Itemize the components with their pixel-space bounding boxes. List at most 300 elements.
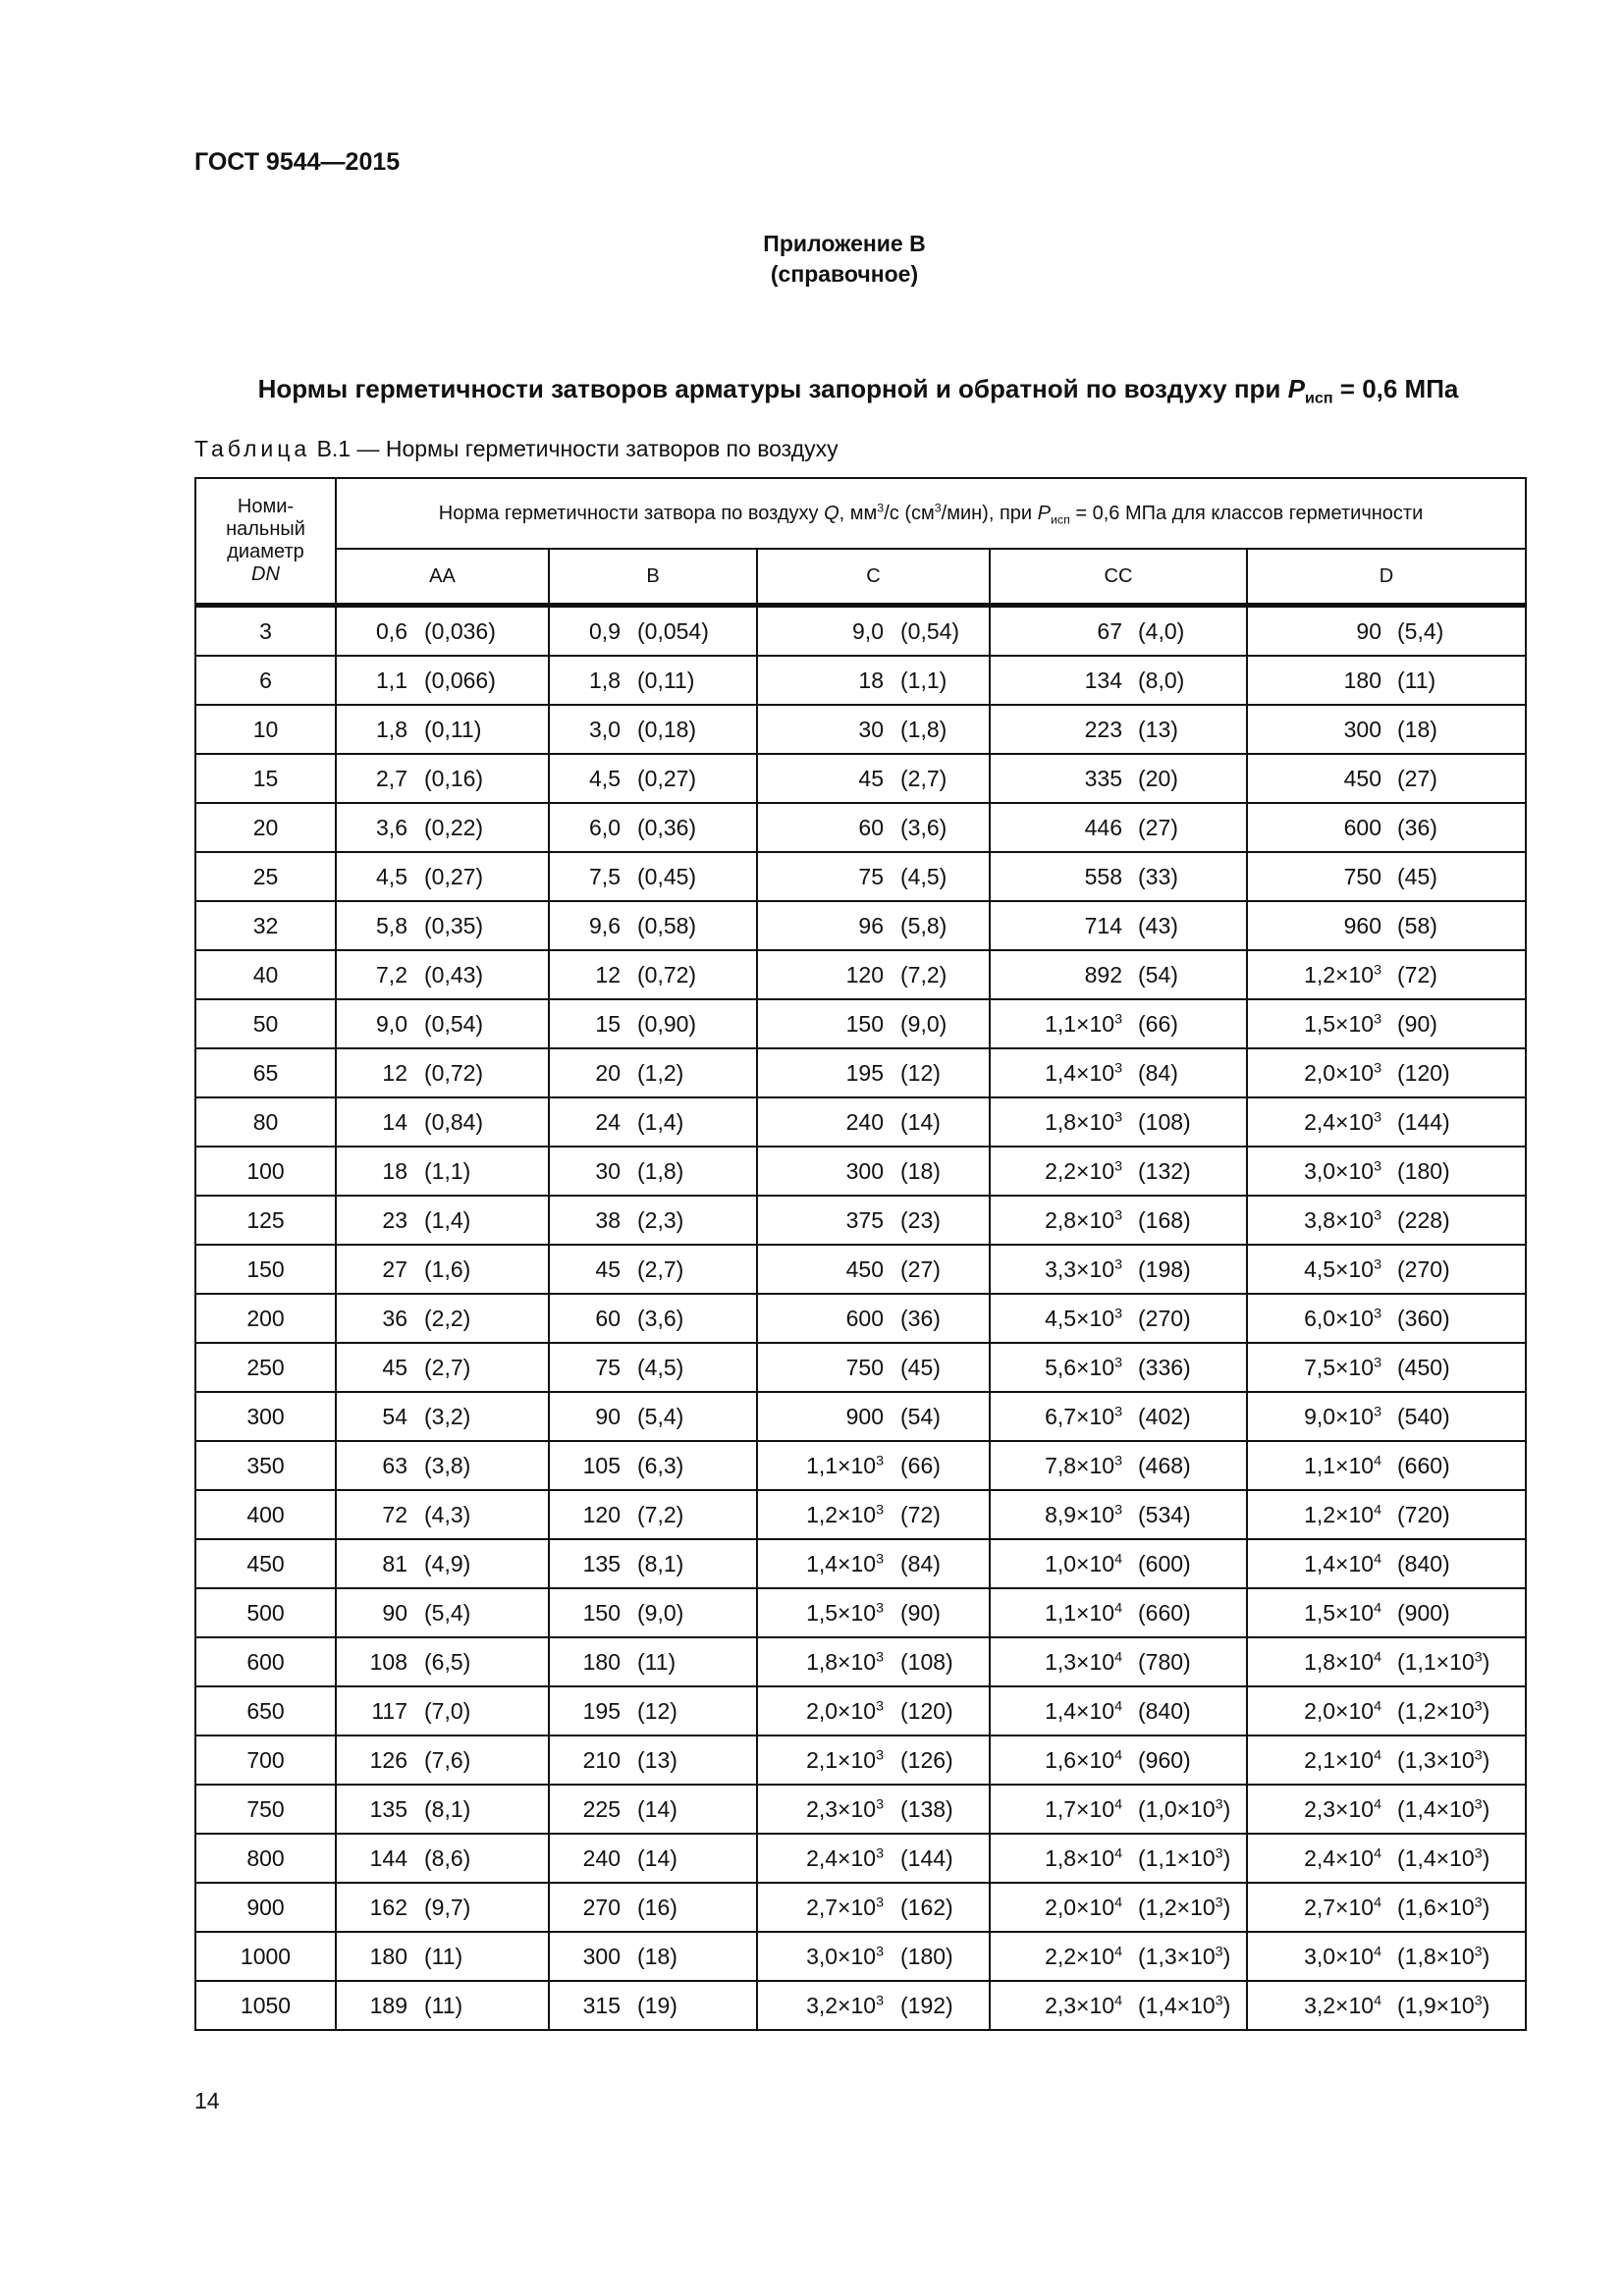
table-row xyxy=(195,1048,1526,1097)
value-cm3-per-min: (402) xyxy=(1138,1403,1191,1429)
value-mm3-per-s: 750 xyxy=(1343,863,1381,889)
cell-class-b xyxy=(549,999,757,1048)
value-cm3-per-min: (180) xyxy=(1397,1157,1450,1184)
value-cm3-per-min: (3,6) xyxy=(900,814,947,840)
value-cm3-per-min: (600) xyxy=(1138,1550,1191,1576)
value-cm3-per-min: (1,8) xyxy=(637,1157,684,1184)
value-mm3-per-s: 30 xyxy=(858,716,884,742)
cell-class-aa xyxy=(336,1147,549,1196)
tightness-table xyxy=(194,477,1527,2031)
value-cm3-per-min: $(1,8\times 10^3)$ xyxy=(1397,1943,1490,1969)
cell-class-d xyxy=(1247,1343,1526,1392)
table-row xyxy=(195,1392,1526,1441)
table-row xyxy=(195,1539,1526,1588)
value-mm3-per-s: $3,0\times 10^4$ xyxy=(1304,1943,1381,1969)
value-mm3-per-s: $3,0\times 10^3$ xyxy=(806,1943,884,1969)
table-row xyxy=(195,1294,1526,1343)
cell-class-cc xyxy=(990,1981,1247,2030)
cell-class-b xyxy=(549,1147,757,1196)
dn-header-symbol: DN xyxy=(251,563,280,585)
value-mm3-per-s: 134 xyxy=(1084,667,1122,693)
cell-dn: 15 xyxy=(195,754,336,803)
value-cm3-per-min: $(1,4\times 10^3)$ xyxy=(1397,1844,1490,1871)
title-p-subscript: исп xyxy=(1304,389,1333,407)
cell-class-b xyxy=(549,1686,757,1735)
value-mm3-per-s: $2,4\times 10^4$ xyxy=(1304,1844,1381,1871)
cell-class-c xyxy=(757,999,990,1048)
cell-dn: 20 xyxy=(195,803,336,852)
value-mm3-per-s: $1,5\times 10^3$ xyxy=(806,1599,884,1626)
value-mm3-per-s: $2,0\times 10^3$ xyxy=(806,1697,884,1724)
value-mm3-per-s: 105 xyxy=(582,1452,621,1478)
value-mm3-per-s: 0,9 xyxy=(589,617,621,644)
value-cm3-per-min: (14) xyxy=(637,1795,677,1822)
value-cm3-per-min: (11) xyxy=(1397,667,1436,693)
cell-class-c xyxy=(757,1441,990,1490)
value-mm3-per-s: $8,9\times 10^3$ xyxy=(1045,1501,1122,1527)
value-mm3-per-s: 90 xyxy=(595,1403,621,1429)
value-mm3-per-s: $2,1\times 10^3$ xyxy=(806,1746,884,1773)
value-cm3-per-min: (720) xyxy=(1397,1501,1450,1527)
value-mm3-per-s: 9,0 xyxy=(852,617,884,644)
cell-dn: 300 xyxy=(195,1392,336,1441)
value-mm3-per-s: 72 xyxy=(382,1501,407,1527)
value-mm3-per-s: $7,8\times 10^3$ xyxy=(1045,1452,1122,1478)
norm-column-header xyxy=(336,478,1526,549)
table-row xyxy=(195,1637,1526,1686)
cell-class-c xyxy=(757,1097,990,1147)
value-cm3-per-min: (90) xyxy=(900,1599,941,1626)
value-cm3-per-min: (2,3) xyxy=(637,1206,684,1233)
cell-class-b xyxy=(549,1834,757,1883)
cell-dn: 6 xyxy=(195,656,336,705)
cell-class-cc xyxy=(990,1048,1247,1097)
cell-class-d xyxy=(1247,1245,1526,1294)
value-cm3-per-min: (120) xyxy=(1397,1059,1450,1086)
page-title xyxy=(194,374,1522,407)
cell-class-d xyxy=(1247,1294,1526,1343)
table-row xyxy=(195,1785,1526,1834)
cell-class-aa xyxy=(336,656,549,705)
value-mm3-per-s: $1,4\times 10^4$ xyxy=(1045,1697,1122,1724)
value-cm3-per-min: (58) xyxy=(1397,912,1437,938)
value-mm3-per-s: 117 xyxy=(371,1697,407,1724)
cell-class-c xyxy=(757,1294,990,1343)
value-cm3-per-min: (0,22) xyxy=(424,814,484,840)
cell-dn: 200 xyxy=(195,1294,336,1343)
cell-class-b xyxy=(549,1097,757,1147)
value-cm3-per-min: (132) xyxy=(1138,1157,1191,1184)
cell-class-d xyxy=(1247,1490,1526,1539)
class-header-b: В xyxy=(549,549,757,606)
value-cm3-per-min: (3,6) xyxy=(637,1305,684,1331)
value-mm3-per-s: 240 xyxy=(845,1108,884,1135)
cell-class-d xyxy=(1247,1588,1526,1637)
cell-class-d xyxy=(1247,852,1526,901)
value-mm3-per-s: 750 xyxy=(845,1354,884,1380)
cell-class-aa xyxy=(336,852,549,901)
cell-class-cc xyxy=(990,656,1247,705)
standard-code: ГОСТ 9544—2015 xyxy=(194,148,401,176)
value-mm3-per-s: $1,1\times 10^3$ xyxy=(1045,1010,1122,1037)
value-mm3-per-s: $2,3\times 10^4$ xyxy=(1304,1795,1381,1822)
cell-class-cc xyxy=(990,1441,1247,1490)
value-cm3-per-min: (0,066) xyxy=(424,667,496,693)
value-cm3-per-min: (3,8) xyxy=(424,1452,471,1478)
cell-class-cc xyxy=(990,803,1247,852)
value-cm3-per-min: (1,1) xyxy=(900,667,947,693)
value-cm3-per-min: (0,54) xyxy=(424,1010,484,1037)
value-mm3-per-s: 75 xyxy=(595,1354,621,1380)
value-mm3-per-s: $2,8\times 10^3$ xyxy=(1045,1206,1122,1233)
value-mm3-per-s: 6,0 xyxy=(589,814,621,840)
value-cm3-per-min: $(1,2\times 10^3)$ xyxy=(1138,1894,1231,1920)
value-mm3-per-s: $1,4\times 10^3$ xyxy=(1045,1059,1122,1086)
value-cm3-per-min: (0,16) xyxy=(424,765,484,791)
value-mm3-per-s: 12 xyxy=(595,961,621,988)
value-cm3-per-min: (900) xyxy=(1397,1599,1450,1626)
cell-class-d xyxy=(1247,1834,1526,1883)
value-mm3-per-s: 189 xyxy=(369,1992,407,2018)
cell-dn: 700 xyxy=(195,1735,336,1785)
cell-class-cc xyxy=(990,705,1247,754)
cell-class-d xyxy=(1247,754,1526,803)
cell-class-c xyxy=(757,803,990,852)
value-mm3-per-s: 180 xyxy=(369,1943,407,1969)
cell-class-d xyxy=(1247,1981,1526,2030)
table-row xyxy=(195,901,1526,950)
value-cm3-per-min: (660) xyxy=(1138,1599,1191,1626)
cell-class-aa xyxy=(336,1686,549,1735)
value-mm3-per-s: 135 xyxy=(582,1550,621,1576)
cell-class-b xyxy=(549,1441,757,1490)
cell-class-c xyxy=(757,656,990,705)
cell-class-aa xyxy=(336,1981,549,2030)
cell-class-b xyxy=(549,1196,757,1245)
norm-header-text: /мин), при xyxy=(941,502,1038,524)
norm-header-text: = 0,6 МПа для классов герметичности xyxy=(1069,502,1424,524)
value-mm3-per-s: $2,4\times 10^3$ xyxy=(806,1844,884,1871)
value-cm3-per-min: (4,9) xyxy=(424,1550,471,1576)
value-cm3-per-min: (4,5) xyxy=(900,863,947,889)
cell-class-aa xyxy=(336,1539,549,1588)
value-mm3-per-s: $1,2\times 10^3$ xyxy=(806,1501,884,1527)
value-mm3-per-s: 4,5 xyxy=(589,765,621,791)
table-row xyxy=(195,1686,1526,1735)
value-cm3-per-min: (144) xyxy=(900,1844,953,1871)
appendix-label: Приложение В xyxy=(763,231,926,256)
value-cm3-per-min: (840) xyxy=(1397,1550,1450,1576)
value-mm3-per-s: $1,7\times 10^4$ xyxy=(1045,1795,1122,1822)
value-cm3-per-min: (3,2) xyxy=(424,1403,471,1429)
cell-dn: 65 xyxy=(195,1048,336,1097)
value-cm3-per-min: (534) xyxy=(1138,1501,1191,1527)
cell-class-aa xyxy=(336,1048,549,1097)
value-mm3-per-s: $2,4\times 10^3$ xyxy=(1304,1108,1381,1135)
value-mm3-per-s: $1,1\times 10^3$ xyxy=(806,1452,884,1478)
value-cm3-per-min: (4,3) xyxy=(424,1501,471,1527)
cell-dn: 3 xyxy=(195,606,336,657)
value-cm3-per-min: (2,7) xyxy=(900,765,947,791)
cell-class-b xyxy=(549,606,757,657)
value-mm3-per-s: 300 xyxy=(1343,716,1381,742)
value-mm3-per-s: $2,0\times 10^4$ xyxy=(1304,1697,1381,1724)
norm-header-p-subscript: исп xyxy=(1050,511,1070,526)
value-mm3-per-s: $2,0\times 10^3$ xyxy=(1304,1059,1381,1086)
page-number: 14 xyxy=(194,2088,220,2113)
cell-class-d xyxy=(1247,1686,1526,1735)
value-mm3-per-s: 45 xyxy=(858,765,884,791)
cell-class-b xyxy=(549,705,757,754)
value-mm3-per-s: $1,1\times 10^4$ xyxy=(1045,1599,1122,1626)
value-cm3-per-min: (1,4) xyxy=(637,1108,684,1135)
value-cm3-per-min: (7,6) xyxy=(424,1746,471,1773)
value-mm3-per-s: 892 xyxy=(1084,961,1122,988)
value-mm3-per-s: 120 xyxy=(845,961,884,988)
table-row xyxy=(195,999,1526,1048)
value-mm3-per-s: 45 xyxy=(595,1255,621,1282)
norm-header-text: , мм xyxy=(839,502,878,524)
cell-class-aa xyxy=(336,1245,549,1294)
cell-class-aa xyxy=(336,950,549,999)
dn-header-line: диаметр xyxy=(227,541,304,562)
cell-class-b xyxy=(549,656,757,705)
value-mm3-per-s: 900 xyxy=(845,1403,884,1429)
cell-class-c xyxy=(757,1490,990,1539)
value-mm3-per-s: $1,4\times 10^4$ xyxy=(1304,1550,1381,1576)
cell-dn: 450 xyxy=(195,1539,336,1588)
cell-class-b xyxy=(549,1048,757,1097)
value-cm3-per-min: (6,3) xyxy=(637,1452,684,1478)
cell-class-cc xyxy=(990,1834,1247,1883)
cell-class-aa xyxy=(336,1392,549,1441)
value-mm3-per-s: $7,5\times 10^3$ xyxy=(1304,1354,1381,1380)
value-cm3-per-min: (270) xyxy=(1397,1255,1450,1282)
value-mm3-per-s: $1,8\times 10^3$ xyxy=(806,1648,884,1675)
value-mm3-per-s: $3,2\times 10^4$ xyxy=(1304,1992,1381,2018)
value-cm3-per-min: (8,1) xyxy=(424,1795,471,1822)
value-cm3-per-min: (6,5) xyxy=(424,1648,471,1675)
value-mm3-per-s: 1,8 xyxy=(376,716,407,742)
table-row xyxy=(195,1097,1526,1147)
table-row xyxy=(195,1883,1526,1932)
value-mm3-per-s: 27 xyxy=(382,1255,407,1282)
value-cm3-per-min: (12) xyxy=(900,1059,941,1086)
value-cm3-per-min: (1,8) xyxy=(900,716,947,742)
value-cm3-per-min: (45) xyxy=(1397,863,1437,889)
cell-class-aa xyxy=(336,1490,549,1539)
cell-class-b xyxy=(549,1883,757,1932)
cell-class-cc xyxy=(990,1245,1247,1294)
table-row xyxy=(195,803,1526,852)
cell-class-d xyxy=(1247,1196,1526,1245)
value-mm3-per-s: 7,5 xyxy=(589,863,621,889)
value-cm3-per-min: $(1,3\times 10^3)$ xyxy=(1138,1943,1231,1969)
cell-class-d xyxy=(1247,950,1526,999)
cell-class-c xyxy=(757,1245,990,1294)
cell-class-c xyxy=(757,1343,990,1392)
value-cm3-per-min: (468) xyxy=(1138,1452,1191,1478)
class-header-c: С xyxy=(757,549,990,606)
cell-class-b xyxy=(549,852,757,901)
value-cm3-per-min: (8,0) xyxy=(1138,667,1185,693)
cell-class-cc xyxy=(990,1147,1247,1196)
value-mm3-per-s: 714 xyxy=(1084,912,1122,938)
value-mm3-per-s: 180 xyxy=(582,1648,621,1675)
value-cm3-per-min: $(1,1\times 10^3)$ xyxy=(1397,1648,1490,1675)
cell-class-b xyxy=(549,1981,757,2030)
table-caption xyxy=(194,436,839,462)
value-mm3-per-s: 150 xyxy=(845,1010,884,1037)
value-cm3-per-min: (0,11) xyxy=(424,716,482,742)
value-mm3-per-s: 150 xyxy=(582,1599,621,1626)
value-mm3-per-s: $1,2\times 10^3$ xyxy=(1304,961,1381,988)
value-cm3-per-min: (7,2) xyxy=(900,961,947,988)
table-row xyxy=(195,656,1526,705)
norm-header-text: /с (см xyxy=(884,502,935,524)
value-cm3-per-min: (0,58) xyxy=(637,912,697,938)
value-mm3-per-s: 144 xyxy=(369,1844,407,1871)
value-cm3-per-min: (0,36) xyxy=(637,814,697,840)
value-mm3-per-s: 36 xyxy=(382,1305,407,1331)
value-cm3-per-min: (0,54) xyxy=(900,617,960,644)
value-mm3-per-s: 162 xyxy=(369,1894,407,1920)
value-mm3-per-s: $4,5\times 10^3$ xyxy=(1045,1305,1122,1331)
value-mm3-per-s: 96 xyxy=(858,912,884,938)
value-mm3-per-s: 446 xyxy=(1084,814,1122,840)
value-mm3-per-s: $2,2\times 10^3$ xyxy=(1045,1157,1122,1184)
cell-class-b xyxy=(549,1735,757,1785)
value-mm3-per-s: $4,5\times 10^3$ xyxy=(1304,1255,1381,1282)
cell-class-c xyxy=(757,1048,990,1097)
norm-header-sup: 3 xyxy=(877,501,885,515)
value-cm3-per-min: (9,7) xyxy=(424,1894,471,1920)
value-mm3-per-s: $1,6\times 10^4$ xyxy=(1045,1746,1122,1773)
table-row xyxy=(195,606,1526,657)
cell-class-d xyxy=(1247,1785,1526,1834)
value-cm3-per-min: (780) xyxy=(1138,1648,1191,1675)
value-mm3-per-s: 1,8 xyxy=(589,667,621,693)
cell-class-c xyxy=(757,852,990,901)
table-row xyxy=(195,1981,1526,2030)
value-mm3-per-s: 63 xyxy=(382,1452,407,1478)
value-cm3-per-min: (16) xyxy=(637,1894,677,1920)
table-row xyxy=(195,852,1526,901)
cell-class-c xyxy=(757,1147,990,1196)
value-cm3-per-min: (1,1) xyxy=(424,1157,471,1184)
norm-header-text: Норма герметичности затвора по воздуху xyxy=(438,502,825,524)
cell-dn: 900 xyxy=(195,1883,336,1932)
cell-class-aa xyxy=(336,999,549,1048)
value-cm3-per-min: (36) xyxy=(900,1305,941,1331)
norm-header-sup: 3 xyxy=(934,501,942,515)
value-cm3-per-min: (180) xyxy=(900,1943,953,1969)
value-mm3-per-s: $2,7\times 10^4$ xyxy=(1304,1894,1381,1920)
value-cm3-per-min: (5,8) xyxy=(900,912,947,938)
value-mm3-per-s: 300 xyxy=(582,1943,621,1969)
cell-class-d xyxy=(1247,1441,1526,1490)
cell-class-aa xyxy=(336,1294,549,1343)
value-mm3-per-s: 0,6 xyxy=(376,617,407,644)
value-cm3-per-min: (11) xyxy=(424,1943,463,1969)
table-row xyxy=(195,1490,1526,1539)
value-cm3-per-min: (0,18) xyxy=(637,716,697,742)
cell-class-d xyxy=(1247,705,1526,754)
cell-class-b xyxy=(549,1637,757,1686)
cell-class-b xyxy=(549,1245,757,1294)
value-cm3-per-min: (90) xyxy=(1397,1010,1437,1037)
cell-dn: 800 xyxy=(195,1834,336,1883)
value-cm3-per-min: (126) xyxy=(900,1746,953,1773)
value-mm3-per-s: $1,4\times 10^3$ xyxy=(806,1550,884,1576)
cell-class-c xyxy=(757,901,990,950)
value-cm3-per-min: (144) xyxy=(1397,1108,1450,1135)
cell-class-c xyxy=(757,1981,990,2030)
cell-class-d xyxy=(1247,1637,1526,1686)
value-cm3-per-min: (108) xyxy=(1138,1108,1191,1135)
value-cm3-per-min: (0,43) xyxy=(424,961,484,988)
value-cm3-per-min: $(1,4\times 10^3)$ xyxy=(1397,1795,1490,1822)
cell-dn: 100 xyxy=(195,1147,336,1196)
cell-class-aa xyxy=(336,754,549,803)
value-cm3-per-min: (192) xyxy=(900,1992,953,2018)
cell-class-aa xyxy=(336,1735,549,1785)
cell-dn: 250 xyxy=(195,1343,336,1392)
value-mm3-per-s: 375 xyxy=(845,1206,884,1233)
value-mm3-per-s: 3,6 xyxy=(376,814,407,840)
value-mm3-per-s: 90 xyxy=(382,1599,407,1626)
value-cm3-per-min: (7,0) xyxy=(424,1697,471,1724)
cell-class-b xyxy=(549,950,757,999)
value-mm3-per-s: $2,1\times 10^4$ xyxy=(1304,1746,1381,1773)
value-mm3-per-s: 9,6 xyxy=(589,912,621,938)
value-cm3-per-min: (0,054) xyxy=(637,617,709,644)
value-cm3-per-min: (36) xyxy=(1397,814,1437,840)
value-cm3-per-min: (0,11) xyxy=(637,667,695,693)
table-row xyxy=(195,1147,1526,1196)
value-cm3-per-min: (168) xyxy=(1138,1206,1191,1233)
value-cm3-per-min: (660) xyxy=(1397,1452,1450,1478)
cell-class-aa xyxy=(336,1343,549,1392)
value-cm3-per-min: (11) xyxy=(424,1992,463,2018)
cell-class-b xyxy=(549,1343,757,1392)
cell-class-aa xyxy=(336,1883,549,1932)
value-mm3-per-s: 81 xyxy=(382,1550,407,1576)
cell-class-c xyxy=(757,1588,990,1637)
value-cm3-per-min: (0,27) xyxy=(424,863,484,889)
value-cm3-per-min: (33) xyxy=(1138,863,1178,889)
cell-class-aa xyxy=(336,1637,549,1686)
value-cm3-per-min: (12) xyxy=(637,1697,677,1724)
value-mm3-per-s: 45 xyxy=(382,1354,407,1380)
value-cm3-per-min: (14) xyxy=(637,1844,677,1871)
cell-class-cc xyxy=(990,1490,1247,1539)
value-cm3-per-min: $(1,3\times 10^3)$ xyxy=(1397,1746,1490,1773)
value-mm3-per-s: $3,2\times 10^3$ xyxy=(806,1992,884,2018)
value-mm3-per-s: 960 xyxy=(1343,912,1381,938)
value-cm3-per-min: $(1,2\times 10^3)$ xyxy=(1397,1697,1490,1724)
value-cm3-per-min: $(1,4\times 10^3)$ xyxy=(1138,1992,1231,2018)
value-mm3-per-s: $5,6\times 10^3$ xyxy=(1045,1354,1122,1380)
cell-dn: 1000 xyxy=(195,1932,336,1981)
table-row xyxy=(195,1441,1526,1490)
value-cm3-per-min: (336) xyxy=(1138,1354,1191,1380)
value-mm3-per-s: 558 xyxy=(1084,863,1122,889)
cell-class-d xyxy=(1247,1392,1526,1441)
cell-class-cc xyxy=(990,999,1247,1048)
cell-dn: 10 xyxy=(195,705,336,754)
value-cm3-per-min: (27) xyxy=(1138,814,1178,840)
